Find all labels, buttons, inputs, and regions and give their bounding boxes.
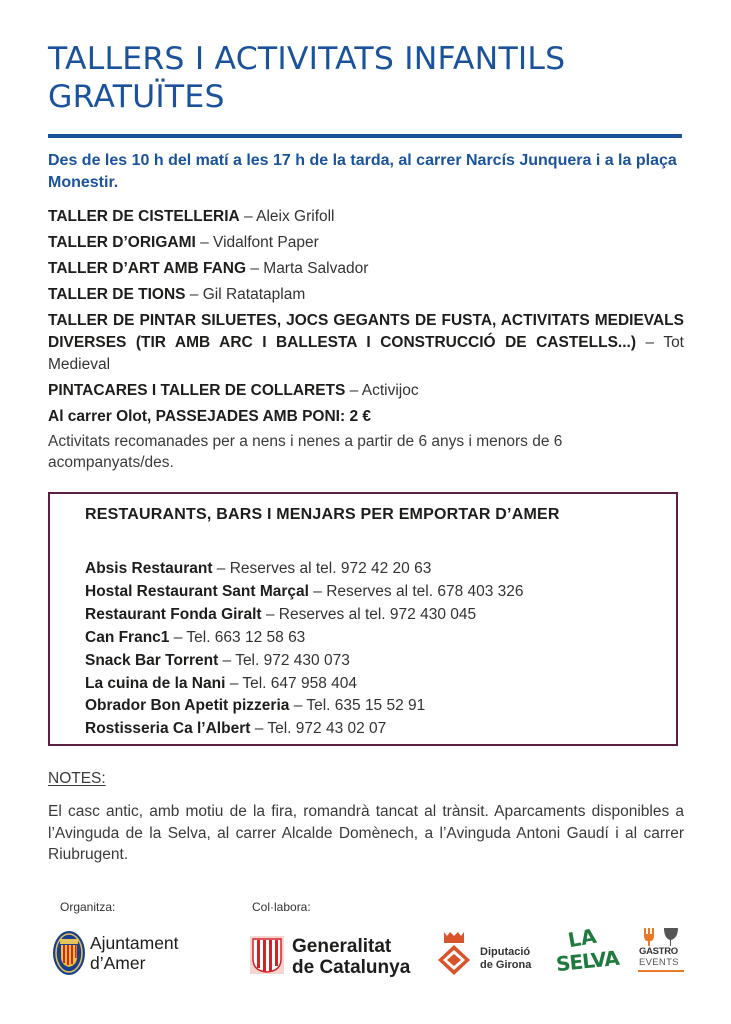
gastro-line-1: GASTRO xyxy=(639,946,678,957)
workshop-name: PINTACARES I TALLER DE COLLARETS xyxy=(48,382,346,399)
crown-shield-icon xyxy=(436,930,472,976)
restaurant-item xyxy=(85,558,524,581)
generalitat-line-1: Generalitat xyxy=(292,936,392,957)
restaurant-contact: – Tel. 972 43 02 07 xyxy=(250,720,387,738)
amer-line-2: d’Amer xyxy=(90,953,146,973)
restaurant-item xyxy=(85,673,524,696)
title-line-1: TALLERS I ACTIVITATS INFANTILS xyxy=(48,41,566,77)
age-recommendation: Activitats recomanades per a nens i nenes a partir de 6 anys i menors de 6 acompanyats/des. xyxy=(48,433,563,471)
restaurant-name: La cuina de la Nani xyxy=(85,674,226,692)
restaurant-item xyxy=(85,581,524,604)
workshop-name: TALLER D’ART AMB FANG xyxy=(48,260,247,277)
restaurant-item xyxy=(85,718,524,741)
workshop-item xyxy=(48,380,684,402)
gastro-line-2: EVENTS xyxy=(639,957,679,968)
workshop-item xyxy=(48,232,684,254)
restaurant-name: Can Franc1 xyxy=(85,628,170,646)
logo-gastro-events xyxy=(638,928,688,980)
restaurants-box xyxy=(48,492,678,746)
workshop-name: TALLER D’ORIGAMI xyxy=(48,234,196,251)
restaurant-contact: – Reserves al tel. 972 430 045 xyxy=(261,605,477,623)
restaurant-item xyxy=(85,695,524,718)
workshop-name: TALLER DE CISTELLERIA xyxy=(48,208,240,225)
workshop-item xyxy=(48,310,684,376)
amer-line-1: Ajuntament xyxy=(90,933,179,953)
generalitat-line-2: de Catalunya xyxy=(292,957,411,978)
diputacio-line-2: de Girona xyxy=(480,959,532,971)
logo-la-selva xyxy=(554,923,620,980)
restaurant-name: Rostisseria Ca l’Albert xyxy=(85,720,251,738)
workshop-host: – Vidalfont Paper xyxy=(195,234,319,251)
restaurant-contact: – Reserves al tel. 972 42 20 63 xyxy=(212,560,432,577)
fork-glass-icon xyxy=(642,928,682,946)
restaurant-item xyxy=(85,627,524,650)
selva-line-1: LA xyxy=(566,923,599,953)
restaurant-name: Obrador Bon Apetit pizzeria xyxy=(85,697,290,715)
title-line-2: GRATUÏTES xyxy=(48,79,225,115)
schedule-subtitle: Des de les 10 h del matí a les 17 h de la tarda, al carrer Narcís Junquera i a la plaça Monestir. xyxy=(48,152,677,191)
collabora-label: Col·labora: xyxy=(252,900,311,914)
restaurant-list xyxy=(85,558,524,741)
restaurant-contact: – Tel. 972 430 073 xyxy=(218,651,350,669)
pony-rides-text: Al carrer Olot, PASSEJADES AMB PONI: 2 € xyxy=(48,408,372,425)
coat-of-arms-icon xyxy=(52,930,86,976)
title-divider xyxy=(48,134,682,138)
workshop-host: – Marta Salvador xyxy=(246,260,369,277)
logo-ajuntament-amer xyxy=(52,930,192,978)
diputacio-line-1: Diputació xyxy=(480,946,531,958)
restaurants-title: RESTAURANTS, BARS I MENJARS PER EMPORTAR D’AMER xyxy=(85,506,560,523)
notes-heading: NOTES: xyxy=(48,770,106,787)
restaurant-contact: – Tel. 635 15 52 91 xyxy=(289,697,426,715)
restaurant-name: Restaurant Fonda Giralt xyxy=(85,605,262,623)
logo-diputacio-girona xyxy=(436,930,536,978)
workshop-host: – Activijoc xyxy=(345,382,419,399)
workshop-name: TALLER DE PINTAR SILUETES, JOCS GEGANTS DE FUSTA, ACTIVITATS MEDIEVALS DIVERSES (TIR AMB ARC I BALLESTA I CONSTRUCCIÓ DE CASTELLS...) xyxy=(48,312,684,351)
workshop-item xyxy=(48,258,684,280)
logo-generalitat xyxy=(250,934,420,980)
restaurant-contact: – Reserves al tel. 678 403 326 xyxy=(308,582,524,600)
restaurant-name: Absis Restaurant xyxy=(85,560,213,577)
organitza-label: Organitza: xyxy=(60,900,116,914)
workshop-item xyxy=(48,206,684,228)
workshop-name: TALLER DE TIONS xyxy=(48,286,186,303)
restaurant-contact: – Tel. 663 12 58 63 xyxy=(169,628,306,646)
pony-rides xyxy=(48,406,684,428)
restaurant-name: Snack Bar Torrent xyxy=(85,651,219,669)
notes-text: El casc antic, amb motiu de la fira, romandrà tancat al trànsit. Aparcaments disponibles a l’Avinguda de la Selva, al carrer Alcalde Domènech, a l’Avinguda Antoni Gaudí i al carrer Riubrugent. xyxy=(48,803,684,863)
workshop-item xyxy=(48,284,684,306)
gastro-underline xyxy=(638,970,684,972)
restaurant-contact: – Tel. 647 958 404 xyxy=(225,674,357,692)
senyera-icon xyxy=(250,936,284,974)
workshop-host: – Gil Ratataplam xyxy=(185,286,306,303)
workshop-host: – Tot Medieval xyxy=(48,334,684,373)
restaurant-item xyxy=(85,650,524,673)
page-title xyxy=(48,40,688,116)
workshop-host: – Aleix Grifoll xyxy=(239,208,335,225)
restaurant-name: Hostal Restaurant Sant Marçal xyxy=(85,582,309,600)
workshop-list xyxy=(48,206,684,432)
selva-line-2: SELVA xyxy=(554,945,620,977)
restaurant-item xyxy=(85,604,524,627)
